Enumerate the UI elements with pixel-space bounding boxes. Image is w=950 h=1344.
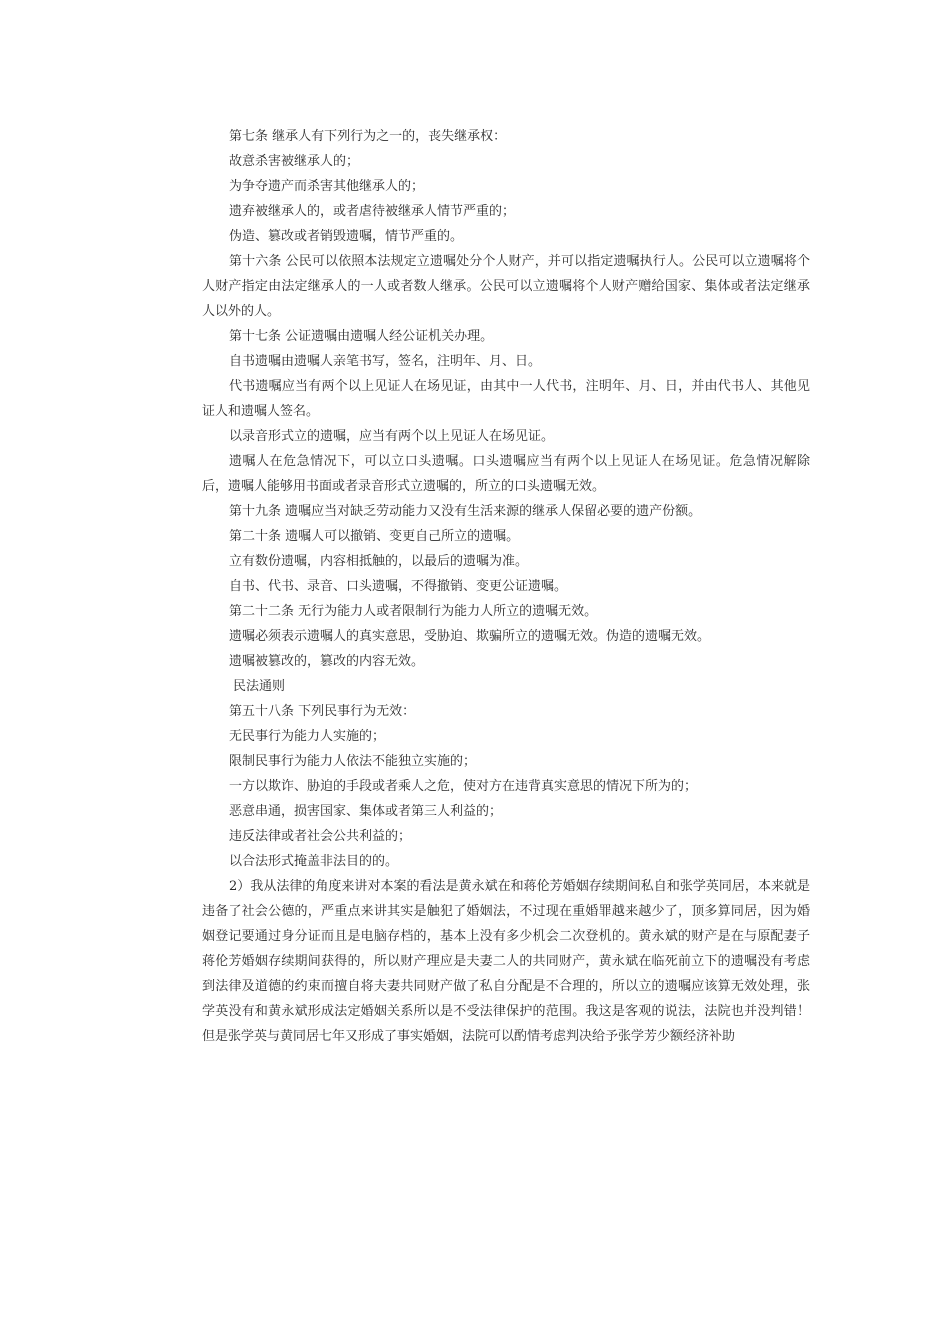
paragraph-item: 遗弃被继承人的，或者虐待被继承人情节严重的； — [229, 204, 516, 219]
paragraph-item: 限制民事行为能力人依法不能独立实施的； — [229, 754, 477, 769]
paragraph-article-20: 第二十条 遗嘱人可以撤销、变更自己所立的遗嘱。 — [229, 529, 520, 544]
paragraph-item: 遗嘱被篡改的，篡改的内容无效。 — [229, 654, 425, 669]
paragraph-article-16: 第十六条 公民可以依照本法规定立遗嘱处分个人财产，并可以指定遗嘱执行人。公民可以立遗嘱将个人财产指定由法定继承人的一人或者数人继承。公民可以立遗嘱将个人财产赠给国家、集体或者法定继承人以外的人。 — [202, 254, 810, 319]
paragraph-article-22: 第二十二条 无行为能力人或者限制行为能力人所立的遗嘱无效。 — [229, 604, 598, 619]
paragraph-item: 代书遗嘱应当有两个以上见证人在场见证，由其中一人代书，注明年、月、日，并由代书人、其他见证人和遗嘱人签名。 — [202, 379, 810, 419]
paragraph-item: 违反法律或者社会公共利益的； — [229, 829, 412, 844]
paragraph-item: 遗嘱必须表示遗嘱人的真实意思，受胁迫、欺骗所立的遗嘱无效。伪造的遗嘱无效。 — [229, 629, 711, 644]
section-heading-civil-law: 民法通则 — [233, 679, 286, 694]
paragraph-item: 一方以欺诈、胁迫的手段或者乘人之危，使对方在违背真实意思的情况下所为的； — [229, 779, 698, 794]
paragraph-item: 为争夺遗产而杀害其他继承人的； — [229, 179, 425, 194]
paragraph-item: 立有数份遗嘱，内容相抵触的，以最后的遗嘱为准。 — [229, 554, 529, 569]
paragraph-item: 伪造、篡改或者销毁遗嘱，情节严重的。 — [229, 229, 464, 244]
paragraph-item: 以合法形式掩盖非法目的的。 — [229, 854, 399, 869]
paragraph-item: 自书遗嘱由遗嘱人亲笔书写，签名，注明年、月、日。 — [229, 354, 542, 369]
paragraph-item: 以录音形式立的遗嘱，应当有两个以上见证人在场见证。 — [229, 429, 555, 444]
paragraph-item: 无民事行为能力人实施的； — [229, 729, 386, 744]
paragraph-article-58: 第五十八条 下列民事行为无效： — [229, 704, 416, 719]
paragraph-article-19: 第十九条 遗嘱应当对缺乏劳动能力又没有生活来源的继承人保留必要的遗产份额。 — [229, 504, 702, 519]
paragraph-item: 自书、代书、录音、口头遗嘱，不得撤销、变更公证遗嘱。 — [229, 579, 568, 594]
paragraph-article-17: 第十七条 公证遗嘱由遗嘱人经公证机关办理。 — [229, 329, 494, 344]
paragraph-item: 故意杀害被继承人的； — [229, 154, 360, 169]
document-body — [202, 124, 810, 1049]
paragraph-opinion: 2）我从法律的角度来讲对本案的看法是黄永斌在和蒋伦芳婚姻存续期间私自和张学英同居，本来就是违备了社会公德的，严重点来讲其实是触犯了婚姻法，不过现在重婚罪越来越少了，顶多算同居，因为婚姻登记要通过身分证而且是电脑存档的，基本上没有多少机会二次登机的。黄永斌的财产是在与原配妻子蒋伦芳婚姻存续期间获得的，所以财产理应是夫妻二人的共同财产，黄永斌在临死前立下的遗嘱没有考虑到法律及道德的约束而擅自将夫妻共同财产做了私自分配是不合理的，所以立的遗嘱应该算无效处理，张学英没有和黄永斌形成法定婚姻关系所以是不受法律保护的范围。我这是客观的说法，法院也并没判错！但是张学英与黄同居七年又形成了事实婚姻，法院可以酌情考虑判决给予张学芳少额经济补助 — [202, 879, 810, 1044]
paragraph-item: 遗嘱人在危急情况下，可以立口头遗嘱。口头遗嘱应当有两个以上见证人在场见证。危急情况解除后，遗嘱人能够用书面或者录音形式立遗嘱的，所立的口头遗嘱无效。 — [202, 454, 810, 494]
paragraph-item: 恶意串通，损害国家、集体或者第三人利益的； — [229, 804, 503, 819]
paragraph-article-7: 第七条 继承人有下列行为之一的，丧失继承权： — [229, 129, 507, 144]
